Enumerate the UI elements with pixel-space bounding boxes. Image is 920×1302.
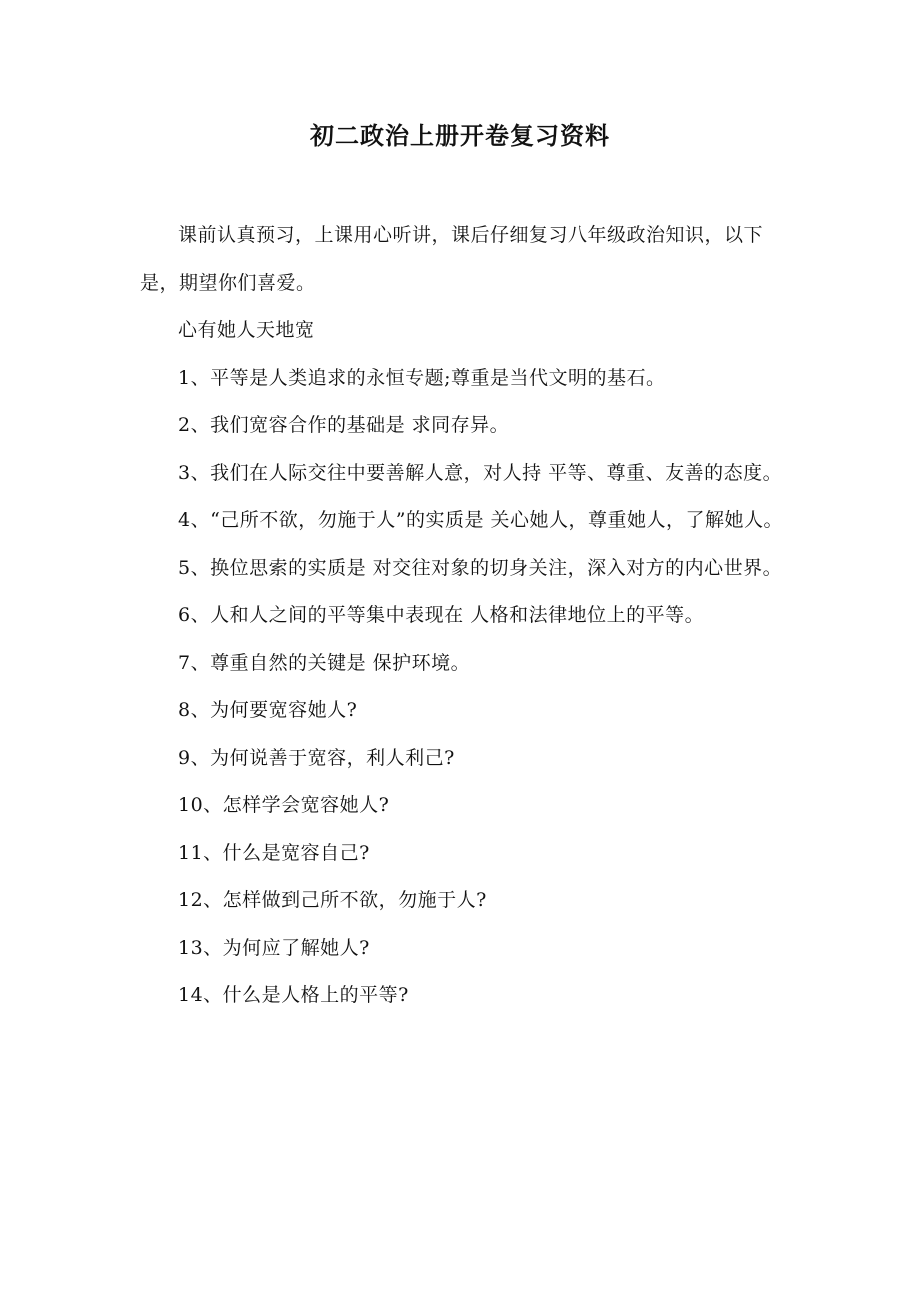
intro-paragraph: 课前认真预习，上课用心听讲，课后仔细复习八年级政治知识，以下是，期望你们喜爱。 <box>140 224 764 294</box>
list-item: 12、怎样做到己所不欲，勿施于人? <box>178 889 487 911</box>
list-item: 1、平等是人类追求的永恒专题;尊重是当代文明的基石。 <box>178 366 666 389</box>
list-item: 3、我们在人际交往中要善解人意，对人持 平等、尊重、友善的态度。 <box>178 461 783 484</box>
list-item: 14、什么是人格上的平等? <box>178 984 409 1006</box>
list-item: 5、换位思索的实质是 对交往对象的切身关注，深入对方的内心世界。 <box>178 556 783 579</box>
list-item: 10、怎样学会宽容她人? <box>178 794 390 816</box>
list-item: 13、为何应了解她人? <box>178 936 370 959</box>
list-item: 4、“己所不欲，勿施于人”的实质是 关心她人，尊重她人，了解她人。 <box>178 509 784 531</box>
list-item: 11、什么是宽容自己? <box>178 841 370 864</box>
list-item: 8、为何要宽容她人? <box>178 699 358 721</box>
document-body <box>140 212 790 1020</box>
list-item: 9、为何说善于宽容，利人利己? <box>178 746 455 769</box>
list-item: 6、人和人之间的平等集中表现在 人格和法律地位上的平等。 <box>178 604 705 626</box>
document-title: 初二政治上册开卷复习资料 <box>310 121 610 150</box>
list-item: 2、我们宽容合作的基础是 求同存异。 <box>178 414 510 436</box>
list-item: 7、尊重自然的关键是 保护环境。 <box>178 651 471 674</box>
section-heading: 心有她人天地宽 <box>178 319 315 341</box>
